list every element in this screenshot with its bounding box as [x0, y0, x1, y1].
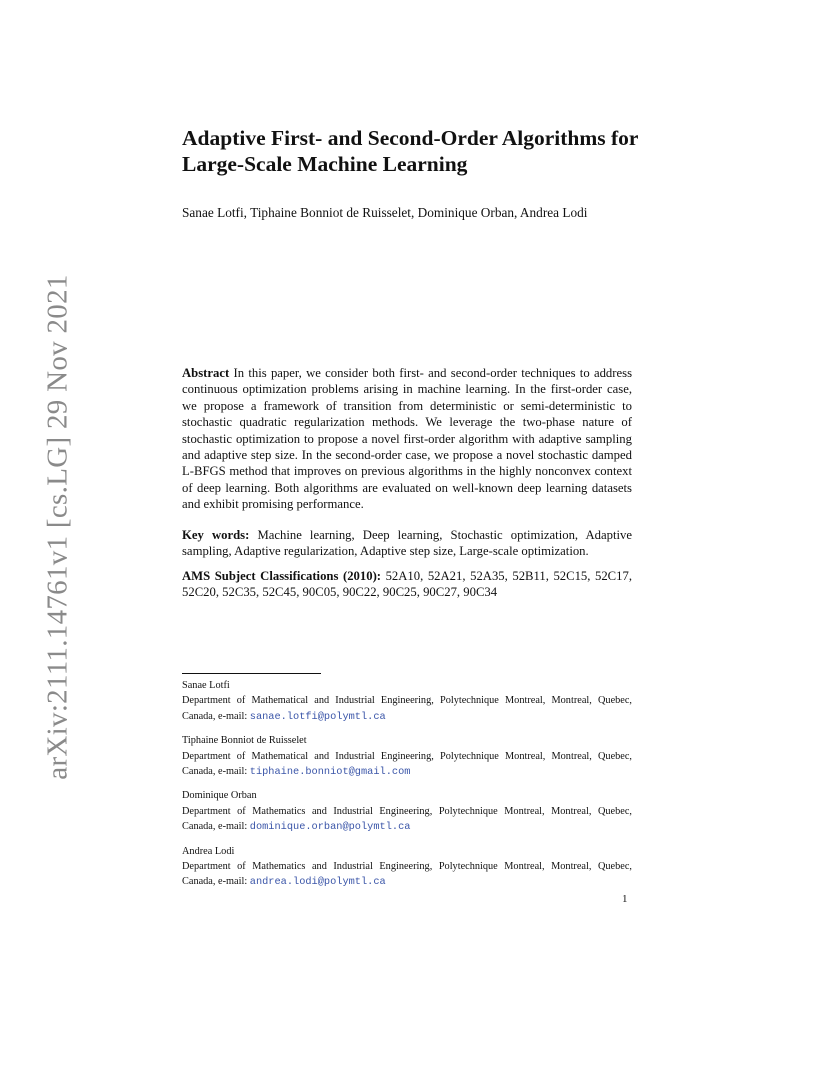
- footnote-author-name: Andrea Lodi: [182, 845, 235, 857]
- email-link[interactable]: tiphaine.bonniot@gmail.com: [249, 766, 411, 779]
- footnote-divider: [182, 673, 321, 674]
- footnote-affiliation: Department of Mathematical and Industrial Engineering, Polytechnique Montreal, Montreal, Quebec, Canada, e-mail:: [182, 695, 632, 722]
- page-number: 1: [622, 893, 628, 905]
- keywords-text: Machine learning, Deep learning, Stochastic optimization, Adaptive sampling, Adaptive regularization, Adaptive step size, Large-scale optimization.: [182, 528, 633, 559]
- footnote-author-name: Tiphaine Bonniot de Ruisselet: [182, 735, 307, 747]
- footnote-author: [182, 788, 632, 835]
- keywords: [182, 527, 632, 560]
- footnote-author: [182, 678, 632, 725]
- arxiv-stamp: arXiv:2111.14761v1 [cs.LG] 29 Nov 2021: [41, 274, 74, 780]
- ams-label: AMS Subject Classifications (2010):: [182, 569, 382, 583]
- email-link[interactable]: andrea.lodi@polymtl.ca: [249, 876, 386, 889]
- abstract: [182, 365, 632, 513]
- author-footnotes: [182, 678, 632, 899]
- footnote-affiliation: Department of Mathematical and Industrial Engineering, Polytechnique Montreal, Montreal, Quebec, Canada, e-mail:: [182, 750, 632, 778]
- footnote-author: [182, 733, 632, 780]
- paper-title: Adaptive First- and Second-Order Algorithms for Large-Scale Machine Learning: [182, 126, 639, 176]
- email-link[interactable]: sanae.lotfi@polymtl.ca: [249, 710, 386, 723]
- keywords-label: Key words:: [182, 528, 250, 542]
- footnote-author: [182, 844, 632, 891]
- ams-text: 52A10, 52A21, 52A35, 52B11, 52C15, 52C17, 52C20, 52C35, 52C45, 90C05, 90C22, 90C25, 90C27, 90C34: [182, 569, 633, 600]
- email-link[interactable]: dominique.orban@polymtl.ca: [249, 821, 411, 834]
- abstract-text: In this paper, we consider both first- and second-order techniques to address continuous optimization problems arising in machine learning. In the first-order case, we propose a framework of transition from deterministic or semi-deterministic to stochastic quadratic regularization methods. We leverage the two-phase nature of stochastic optimization to propose a novel first-order algorithm with adaptive sampling and adaptive step size. In the second-order case, we propose a novel stochastic damped L-BFGS method that improves on previous algorithms in the highly nonconvex context of deep learning. Both algorithms are evaluated on well-known deep learning datasets and exhibit promising performance.: [182, 366, 633, 512]
- footnote-affiliation: Department of Mathematics and Industrial Engineering, Polytechnique Montreal, Montreal, Quebec, Canada, e-mail:: [182, 805, 632, 833]
- footnote-author-name: Sanae Lotfi: [182, 680, 230, 691]
- author-list: Sanae Lotfi, Tiphaine Bonniot de Ruisselet, Dominique Orban, Andrea Lodi: [182, 205, 588, 220]
- abstract-label: Abstract: [182, 366, 230, 380]
- footnote-affiliation: Department of Mathematics and Industrial Engineering, Polytechnique Montreal, Montreal, Quebec, Canada, e-mail:: [182, 861, 632, 888]
- ams-classifications: [182, 568, 632, 601]
- footnote-author-name: Dominique Orban: [182, 790, 257, 802]
